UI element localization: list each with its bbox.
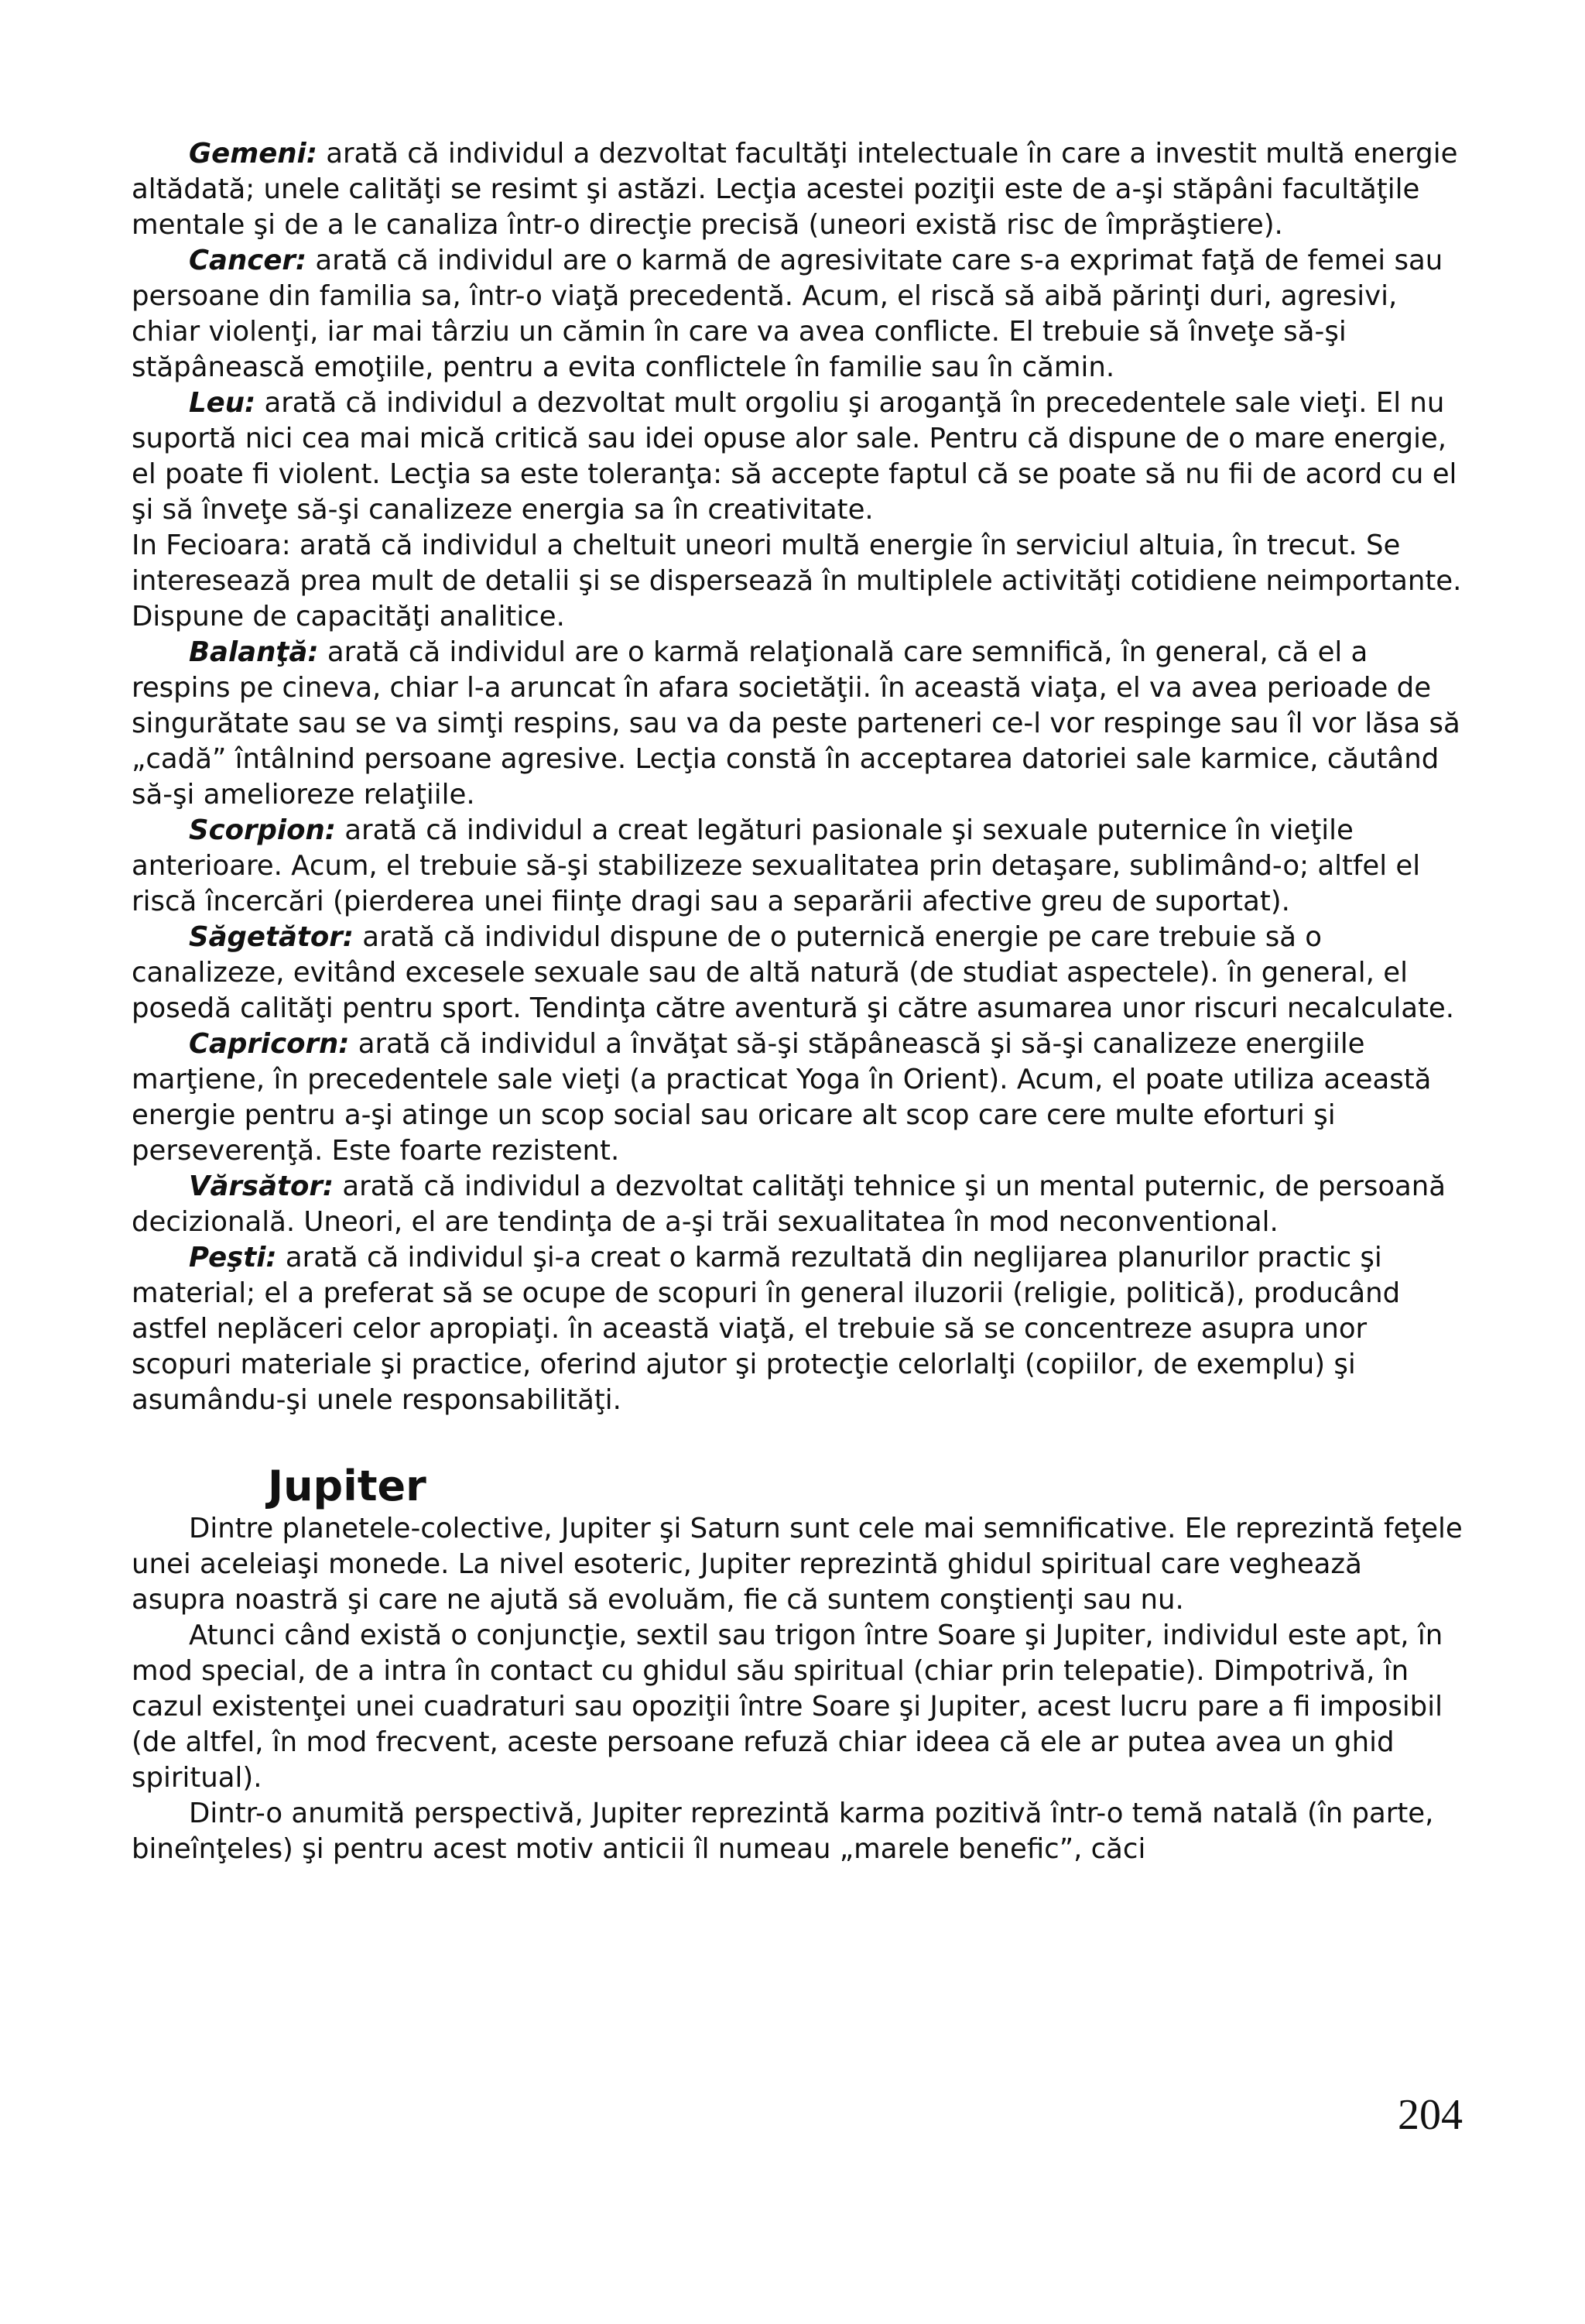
paragraph-text: arată că individul şi-a creat o karmă rezultată din neglijarea planurilor practic şi material; el a preferat să se ocupe de scopuri în general iluzorii (religie, politică), producând astfel neplăceri celor apropiaţi. în această viaţă, el trebuie să se concentreze asupra unor scopuri materiale şi practice, oferind ajutor şi protecţie celorlalţi (copiilor, de exemplu) şi asumându-şi unele responsabilităţi. — [132, 1242, 1401, 1416]
paragraph-text: arată că individul a dezvoltat calităţi tehnice şi un mental puternic, de persoană decizională. Uneori, el are tendinţa de a-şi trăi sexualitatea în mod neconventional. — [132, 1171, 1446, 1238]
paragraph-text: arată că individul a dezvoltat mult orgoliu şi aroganţă în precedentele sale vieţi. El nu suportă nici cea mai mică critică sau idei opuse alor sale. Pentru că dispune de o mare energie, el poate fi violent. Lecţia sa este toleranţa: să accepte faptul că se poate să nu fii de acord cu el şi să înveţe să-şi canalizeze energia sa în creativitate. — [132, 387, 1457, 526]
sign-name: Săgetător: — [189, 921, 354, 953]
sign-name: Capricorn: — [189, 1028, 350, 1060]
paragraph-text: arată că individul are o karmă relaţională care semnifică, în general, că el a respins pe cineva, chiar l-a aruncat în afara societăţii. în această viaţa, el va avea perioade de singurătate sau se va simţi respins, sau va da peste parteneri ce-l vor respinge sau îl vor lăsa să „cadă” întâlnind persoane agresive. Lecţia constă în acceptarea datoriei sale karmice, căutând să-şi amelioreze relaţiile. — [132, 636, 1460, 811]
paragraph-varsator — [132, 1169, 1463, 1240]
paragraph-fecioara: In Fecioara: arată că individul a cheltuit uneori multă energie în serviciul altuia, în trecut. Se interesează prea mult de detalii şi se dispersează în multiplele activităţi cotidiene neimportante. Dispune de capacităţi analitice. — [132, 530, 1462, 632]
page-body — [132, 136, 1463, 1867]
sign-name: Cancer: — [189, 245, 307, 276]
paragraph-jupiter-2: Atunci când există o conjuncţie, sextil sau trigon între Soare şi Jupiter, individul este apt, în mod special, de a intra în contact cu ghidul său spiritual (chiar prin telepatie). Dimpotrivă, în cazul existenţei unei cuadraturi sau opoziţii între Soare şi Jupiter, acest lucru pare a fi imposibil (de altfel, în mod frecvent, aceste persoane refuză chiar ideea că ele ar putea avea un ghid spiritual). — [132, 1620, 1443, 1794]
paragraph-pesti — [132, 1240, 1463, 1418]
paragraph-text: arată că individul a dezvoltat facultăţi intelectuale în care a investit multă energie altădată; unele calităţi se resimt şi astăzi. Lecţia acestei poziţii este de a-şi stăpâni facultăţile mentale şi de a le canaliza într-o direcţie precisă (uneori există risc de împrăştiere). — [132, 138, 1458, 241]
sign-name: Balanţă: — [189, 636, 319, 668]
sign-name: Vărsător: — [189, 1171, 334, 1202]
sign-name: Gemeni: — [189, 138, 317, 170]
page-number: 204 — [1398, 2091, 1463, 2139]
paragraph-text: arată că individul a creat legături pasionale şi sexuale puternice în vieţile anterioare. Acum, el trebuie să-şi stabilizeze sexualitatea prin detaşare, sublimând-o; altfel el riscă încercări (pierderea unei fiinţe dragi sau a separării afective greu de suportat). — [132, 814, 1421, 917]
paragraph-jupiter-3: Dintr-o anumită perspectivă, Jupiter reprezintă karma pozitivă într-o temă natală (în parte, bineînţeles) şi pentru acest motiv anticii îl numeau „marele benefic”, căci — [132, 1798, 1434, 1865]
paragraph-text: arată că individul a învăţat să-şi stăpânească şi să-şi canalizeze energiile marţiene, în precedentele sale vieţi (a practicat Yoga în Orient). Acum, el poate utiliza această energie pentru a-şi atinge un scop social sau oricare alt scop care cere multe eforturi şi perseverenţă. Este foarte rezistent. — [132, 1028, 1432, 1167]
paragraph-balanta — [132, 635, 1463, 813]
paragraph-cancer — [132, 243, 1463, 386]
sign-name: Leu: — [189, 387, 256, 419]
paragraph-gemeni — [132, 136, 1463, 243]
paragraph-scorpion — [132, 813, 1463, 920]
sign-name: Scorpion: — [189, 814, 336, 846]
sign-name: Peşti: — [189, 1242, 277, 1273]
paragraph-text: arată că individul are o karmă de agresivitate care s-a exprimat faţă de femei sau persoane din familia sa, într-o viaţă precedentă. Acum, el riscă să aibă părinţi duri, agresivi, chiar violenţi, iar mai târziu un cămin în care va avea conflicte. El trebuie să înveţe să-şi stăpânească emoţiile, pentru a evita conflictele în familie sau în cămin. — [132, 245, 1443, 383]
paragraph-text: arată că individul dispune de o puternică energie pe care trebuie să o canalizeze, evitând excesele sexuale sau de altă natură (de studiat aspectele). în general, el posedă calităţi pentru sport. Tendinţa către aventură şi către asumarea unor riscuri necalculate. — [132, 921, 1455, 1024]
paragraph-leu — [132, 386, 1463, 528]
paragraph-jupiter-1: Dintre planetele-colective, Jupiter şi Saturn sunt cele mai semnificative. Ele reprezintă feţele unei aceleiaşi monede. La nivel esoteric, Jupiter reprezintă ghidul spiritual care veghează asupra noastră şi care ne ajută să evoluăm, fie că suntem conştienţi sau nu. — [132, 1513, 1463, 1616]
section-heading-jupiter: Jupiter — [268, 1462, 426, 1510]
paragraph-sagetator — [132, 920, 1463, 1027]
paragraph-capricorn — [132, 1027, 1463, 1169]
